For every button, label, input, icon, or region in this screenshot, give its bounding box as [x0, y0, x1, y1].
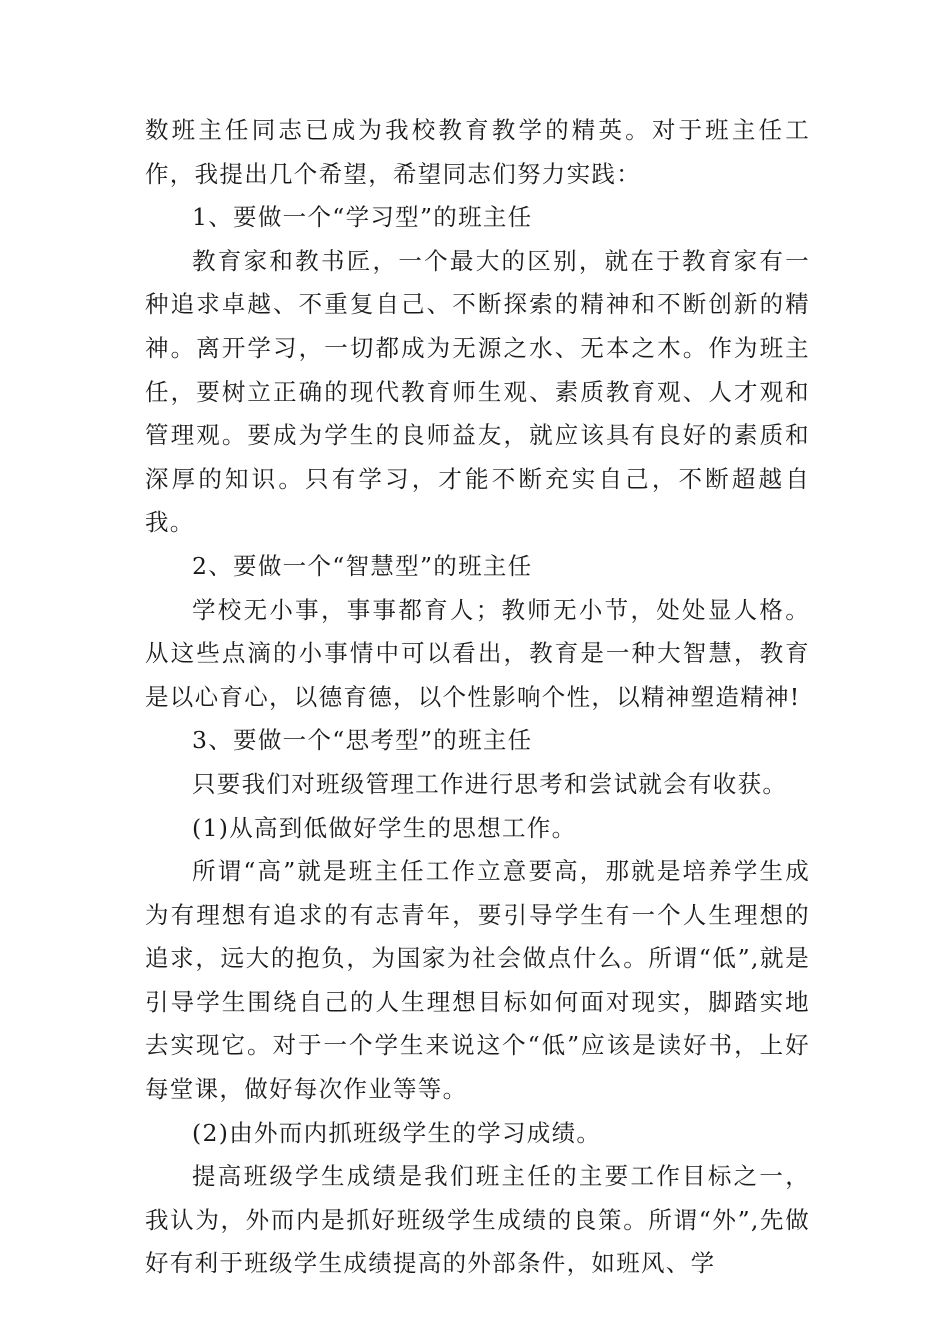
- subsection-heading-high-low: (1)从高到低做好学生的思想工作。: [192, 813, 577, 842]
- paragraph-learning: 教育家和教书匠，一个最大的区别，就在于教育家有一种追求卓越、不重复自己、不断探索的精神和不断创新的精神。离开学习，一切都成为无源之水、无本之木。作为班主任，要树立正确的现代教育师生观、素质教育观、人才观和管理观。要成为学生的良师益友，就应该具有良好的素质和深厚的知识。只有学习，才能不断充实自己，不断超越自我。: [145, 246, 810, 537]
- section-heading-thinking: 3、要做一个“思考型”的班主任: [192, 726, 533, 755]
- paragraph-high-low: 所谓“高”就是班主任工作立意要高，那就是培养学生成为有理想有追求的有志青年，要引导学生有一个人生理想的追求，远大的抱负，为国家为社会做点什么。所谓“低”,就是引导学生围绕自己的人生理想目标如何面对现实，脚踏实地去实现它。对于一个学生来说这个“低”应该是读好书，上好每堂课，做好每次作业等等。: [145, 857, 810, 1104]
- document-body: [145, 109, 810, 1286]
- paragraph-wisdom: 学校无小事，事事都育人；教师无小节，处处显人格。从这些点滴的小事情中可以看出，教育是一种大智慧，教育是以心育心，以德育德，以个性影响个性，以精神塑造精神!: [145, 595, 810, 711]
- section-heading-wisdom: 2、要做一个“智慧型”的班主任: [192, 551, 533, 580]
- paragraph-continuation: 数班主任同志已成为我校教育教学的精英。对于班主任工作，我提出几个希望，希望同志们努力实践：: [145, 116, 810, 188]
- section-heading-learning: 1、要做一个“学习型”的班主任: [192, 203, 533, 232]
- paragraph-outside-in: 提高班级学生成绩是我们班主任的主要工作目标之一，我认为，外而内是抓好班级学生成绩的良策。所谓“外”,先做好有利于班级学生成绩提高的外部条件，如班风、学: [145, 1162, 810, 1278]
- paragraph-thinking: 只要我们对班级管理工作进行思考和尝试就会有收获。: [192, 769, 788, 798]
- subsection-heading-outside-in: (2)由外而内抓班级学生的学习成绩。: [192, 1118, 602, 1147]
